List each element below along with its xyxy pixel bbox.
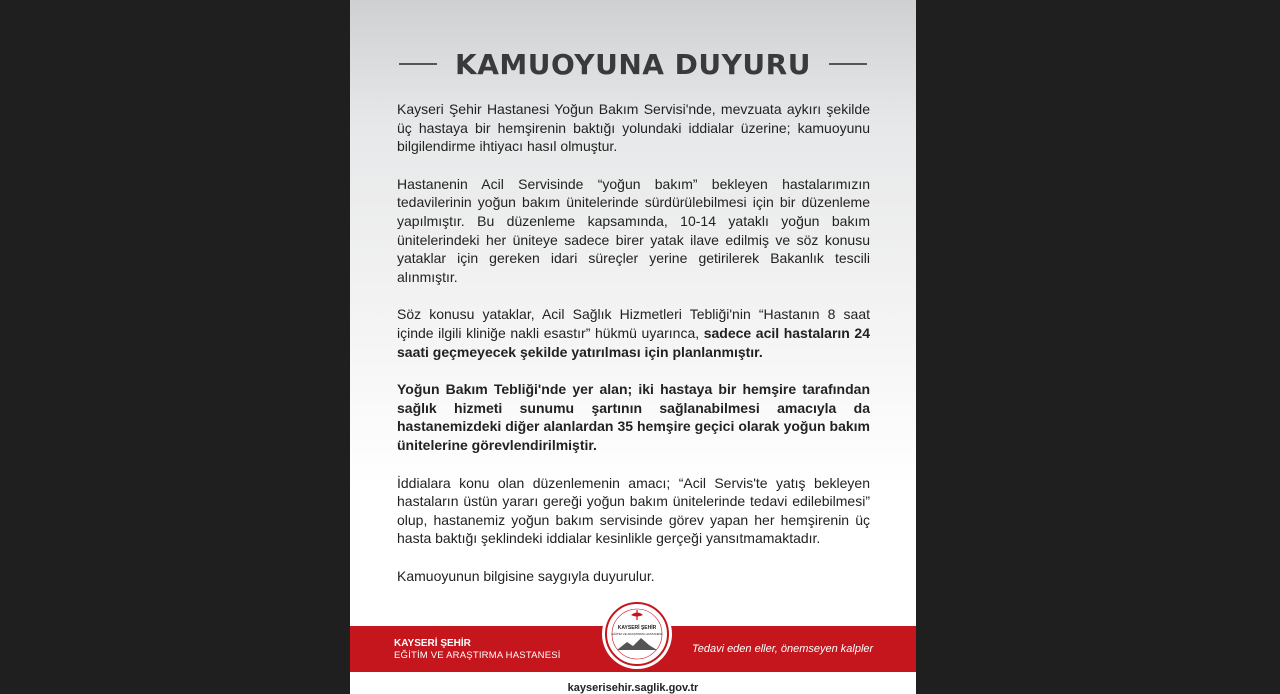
paragraph-3 xyxy=(397,305,870,361)
announcement-page xyxy=(350,0,916,694)
hospital-name xyxy=(394,638,561,662)
logo-text-line2: EĞİTİM VE ARAŞTIRMA HASTANESİ xyxy=(611,632,663,636)
paragraph-3-regular: Söz konusu yataklar, Acil Sağlık Hizmetleri Tebliği'nin “Hastanın 8 saat içinde ilgili kliniğe nakli esastır” hükmü uyarınca, xyxy=(397,306,870,341)
hospital-name-line2: EĞİTİM VE ARAŞTIRMA HASTANESİ xyxy=(394,650,561,661)
paragraph-2: Hastanenin Acil Servisinde “yoğun bakım” bekleyen hastalarımızın tedavilerinin yoğun bakım ünitelerinde sürdürülebilmesi için bir düzenleme yapılmıştır. Bu düzenleme kapsamında, 10-14 yataklı yoğun bakım ünitelerindeki her üniteye sadece birer yatak ilave edilmiş ve söz konusu yataklar için gereken idari süreçler yerine getirilerek Bakanlık tescili alınmıştır. xyxy=(397,175,870,285)
title-rule-left xyxy=(399,63,437,65)
paragraph-4: Yoğun Bakım Tebliği'nde yer alan; iki hastaya bir hemşire tarafından sağlık hizmeti sunumu şartının sağlanabilmesi amacıyla da hastanemizdeki diğer alanlardan 35 hemşire geçici olarak yoğun bakım ünitelerine görevlendirilmiştir. xyxy=(397,381,870,453)
hospital-name-line1: KAYSERİ ŞEHİR xyxy=(394,638,471,649)
paragraph-3-bold: sadece acil hastaların 24 saati geçmeyecek şekilde yatırılması için planlanmıştır. xyxy=(397,324,870,360)
logo-text-line1: KAYSERİ ŞEHİR xyxy=(617,625,657,631)
announcement-body xyxy=(397,100,870,604)
hospital-logo xyxy=(601,598,673,670)
paragraph-5: İddialara konu olan düzenlemenin amacı; “Acil Servis'te yatış bekleyen hastaların üstün yararı gereği yoğun bakım ünitelerinde tedavi edilebilmesi” olup, hastanemiz yoğun bakım servisinde görev yapan her hemşirenin üç hasta baktığı şeklindeki iddialar kesinlikle gerçeği yansıtmamaktadır. xyxy=(397,474,870,547)
title-rule-right xyxy=(829,63,867,65)
slogan: Tedavi eden eller, önemseyen kalpler xyxy=(692,643,874,655)
title-row xyxy=(350,46,916,82)
closing-line: Kamuoyunun bilgisine saygıyla duyurulur. xyxy=(397,567,655,584)
page-title: KAMUOYUNA DUYURU xyxy=(455,47,811,81)
paragraph-1: Kayseri Şehir Hastanesi Yoğun Bakım Servisi'nde, mevzuata aykırı şekilde üç hastaya bir hemşirenin baktığı yolundaki iddialar üzerine; kamuoyunu bilgilendirme ihtiyacı hasıl olmuştur. xyxy=(397,101,870,155)
website-url[interactable]: kayserisehir.saglik.gov.tr xyxy=(567,682,699,694)
